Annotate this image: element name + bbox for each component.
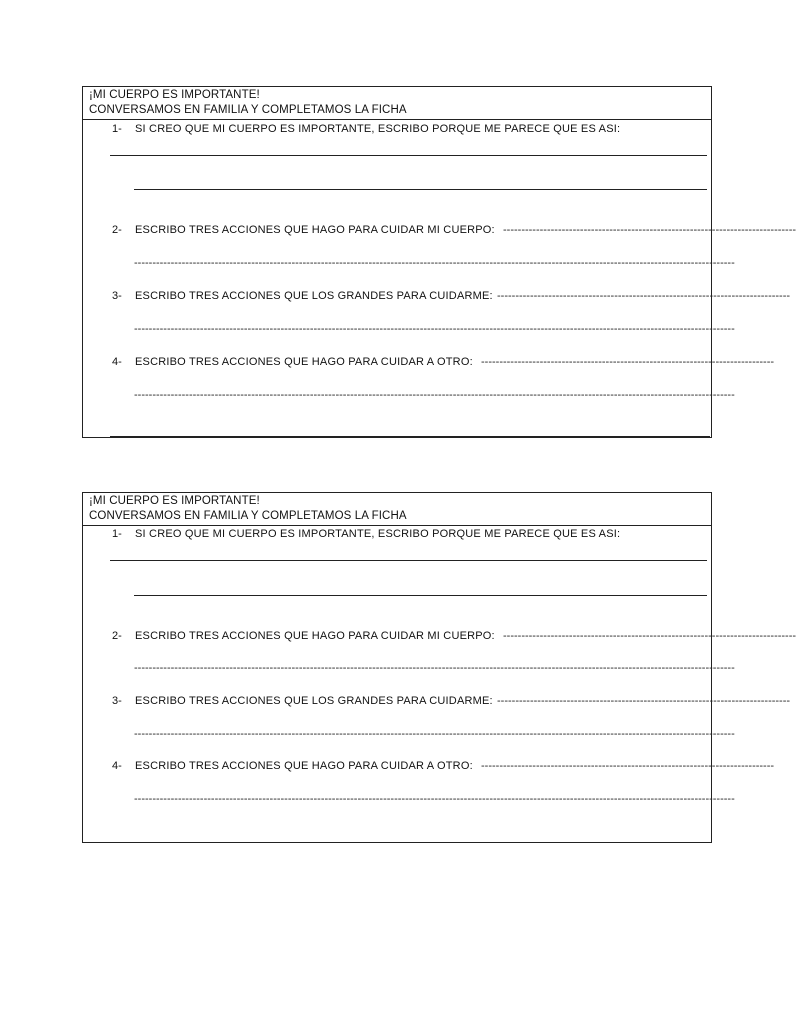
answer-dashes[interactable]: -------------------------------------------------------------------------------------------------------------------------------------------------------------------- <box>134 323 735 335</box>
ficha-subtitle: CONVERSAMOS EN FAMILIA Y COMPLETAMOS LA FICHA <box>89 104 407 116</box>
item-text-3: ESCRIBO TRES ACCIONES QUE LOS GRANDES PARA CUIDARME: <box>135 290 493 302</box>
ficha-card-1 <box>82 86 796 438</box>
item-number-2: 2- <box>112 630 122 642</box>
item-number-1: 1- <box>112 123 122 135</box>
answer-dashes[interactable]: -------------------------------------------------------------------------------- <box>503 630 796 642</box>
answer-dashes[interactable]: -------------------------------------------------------------------------------------------------------------------------------------------------------------------- <box>134 257 735 269</box>
item-text-1: SI CREO QUE MI CUERPO ES IMPORTANTE, ESCRIBO PORQUE ME PARECE QUE ES ASI: <box>135 123 621 135</box>
ficha-body <box>83 526 796 842</box>
ficha-card-2 <box>82 492 796 843</box>
item-text-4: ESCRIBO TRES ACCIONES QUE HAGO PARA CUIDAR A OTRO: <box>135 760 473 772</box>
item-text-2: ESCRIBO TRES ACCIONES QUE HAGO PARA CUIDAR MI CUERPO: <box>135 224 495 236</box>
answer-dashes[interactable]: -------------------------------------------------------------------------------- <box>497 695 791 707</box>
answer-dashes[interactable]: -------------------------------------------------------------------------------------------------------------------------------------------------------------------- <box>134 793 735 805</box>
item-text-3: ESCRIBO TRES ACCIONES QUE LOS GRANDES PARA CUIDARME: <box>135 695 493 707</box>
item-number-4: 4- <box>112 356 122 368</box>
answer-dashes[interactable]: -------------------------------------------------------------------------------------------------------------------------------------------------------------------- <box>134 389 735 401</box>
ficha-title: ¡MI CUERPO ES IMPORTANTE! <box>89 495 260 507</box>
answer-line[interactable] <box>110 155 707 156</box>
answer-dashes[interactable]: -------------------------------------------------------------------------------- <box>503 224 796 236</box>
answer-dashes[interactable]: -------------------------------------------------------------------------------- <box>497 290 791 302</box>
answer-line[interactable] <box>110 560 707 561</box>
ficha-title: ¡MI CUERPO ES IMPORTANTE! <box>89 89 260 101</box>
answer-dashes[interactable]: -------------------------------------------------------------------------------------------------------------------------------------------------------------------- <box>134 728 735 740</box>
answer-dashes[interactable]: -------------------------------------------------------------------------------- <box>481 760 775 772</box>
ficha-subtitle: CONVERSAMOS EN FAMILIA Y COMPLETAMOS LA FICHA <box>89 510 407 522</box>
item-text-4: ESCRIBO TRES ACCIONES QUE HAGO PARA CUIDAR A OTRO: <box>135 356 473 368</box>
item-text-1: SI CREO QUE MI CUERPO ES IMPORTANTE, ESCRIBO PORQUE ME PARECE QUE ES ASI: <box>135 528 621 540</box>
ficha-header <box>83 87 711 120</box>
item-text-2: ESCRIBO TRES ACCIONES QUE HAGO PARA CUIDAR MI CUERPO: <box>135 630 495 642</box>
item-number-4: 4- <box>112 760 122 772</box>
answer-line[interactable] <box>134 189 707 190</box>
item-number-3: 3- <box>112 695 122 707</box>
item-number-1: 1- <box>112 528 122 540</box>
answer-line[interactable] <box>134 595 707 596</box>
answer-dashes[interactable]: -------------------------------------------------------------------------------------------------------------------------------------------------------------------- <box>134 662 735 674</box>
ficha-header <box>83 493 711 526</box>
item-number-2: 2- <box>112 224 122 236</box>
answer-dashes[interactable]: -------------------------------------------------------------------------------- <box>481 356 775 368</box>
answer-line[interactable] <box>110 436 710 437</box>
ficha-body <box>83 120 796 437</box>
item-number-3: 3- <box>112 290 122 302</box>
answer-line[interactable] <box>110 842 710 843</box>
